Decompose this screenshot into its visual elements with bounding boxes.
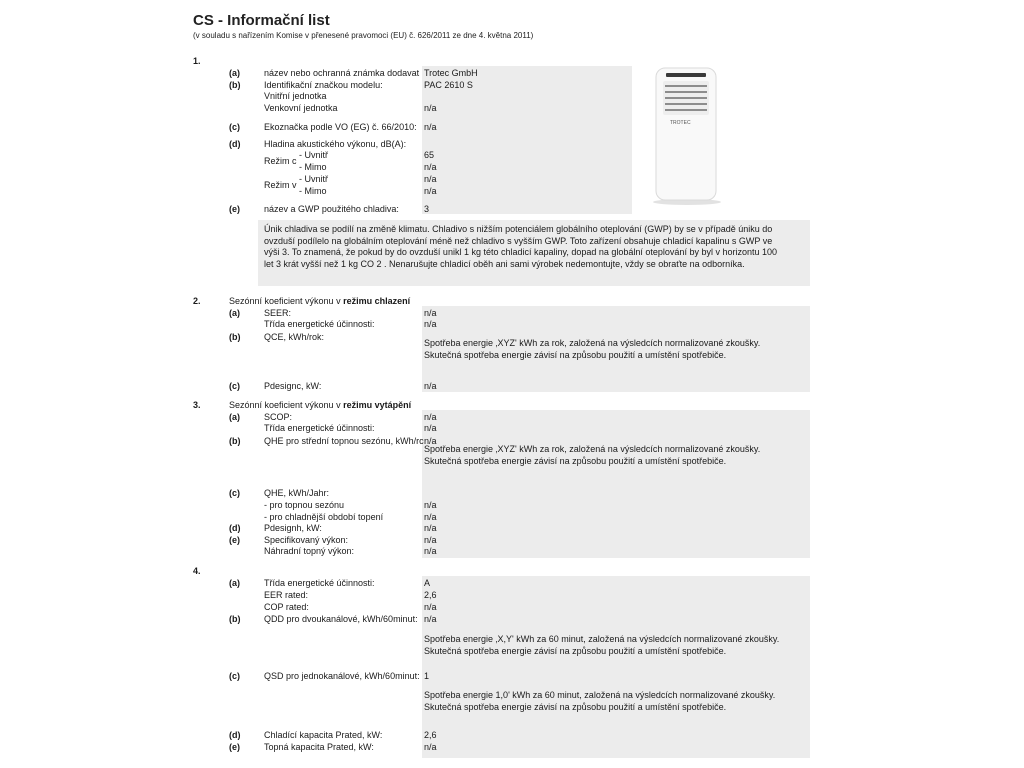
sub-label: - Mimo [299,162,327,172]
sub-label: - Mimo [299,186,327,196]
item-label: název nebo ochranná známka dodavat [264,68,420,78]
item-letter: (e) [229,204,240,214]
item-letter: (b) [229,436,241,446]
item-label: název a GWP použitého chladiva: [264,204,399,214]
item-label: QCE, kWh/rok: [264,332,325,342]
item-value: n/a [424,122,437,132]
item-letter: (a) [229,68,240,78]
item-letter: (b) [229,614,241,624]
item-value: A [424,578,431,588]
sub-label: - Uvnitř [299,150,328,160]
item-letter: (a) [229,308,240,318]
item-value: n/a [424,500,437,510]
item-value: n/a [424,535,437,545]
item-label: Vnitřní jednotka [264,91,327,101]
air-conditioner-icon [644,64,730,206]
item-value: 2,6 [424,730,437,740]
item-letter: (c) [229,488,240,498]
consumption-note: Spotřeba energie 1,0' kWh za 60 minut, založená na výsledcích normalizované zkoušky. Skutečná spotřeba energie závisí na způsobu použití a umístění spotřebiče. [424,690,776,712]
item-label: Venkovní jednotka [264,103,338,113]
item-value: n/a [424,186,437,196]
item-value: 65 [424,150,435,160]
mode-label: Režim v [264,180,297,190]
item-value: n/a [424,512,437,522]
item-value: n/a [424,614,437,624]
item-value: n/a [424,423,437,433]
section-number: 1. [193,56,201,66]
item-label: SCOP: [264,412,293,422]
item-value: n/a [424,174,437,184]
item-label: EER rated: [264,590,309,600]
item-value: n/a [424,381,437,391]
item-letter: (c) [229,671,240,681]
item-value: 3 [424,204,430,214]
item-value: n/a [424,103,437,113]
sub-label: - pro topnou sezónu [264,500,345,510]
item-label: Třída energetické účinnosti: [264,319,375,329]
item-letter: (b) [229,80,241,90]
item-letter: (b) [229,332,241,342]
product-image [644,64,730,206]
item-value: n/a [424,436,437,446]
item-label: SEER: [264,308,292,318]
item-label: QDD pro dvoukanálové, kWh/60minut: [264,614,418,624]
item-letter: (e) [229,742,240,752]
item-value: Trotec GmbH [424,68,478,78]
consumption-note: Spotřeba energie ‚XYZ' kWh za rok, založená na výsledcích normalizované zkoušky. Skutečná spotřeba energie závisí na způsobu použití a umístění spotřebiče. [424,444,761,466]
section-number: 2. [193,296,201,306]
section-heading: Sezónní koeficient výkonu v režimu chlazení [229,296,411,306]
brand-label: TROTEC [670,120,691,126]
item-value: 2,6 [424,590,437,600]
item-label: QSD pro jednokanálové, kWh/60minut: [264,671,420,681]
item-label: Chladící kapacita Prated, kW: [264,730,383,740]
item-label: Ekoznačka podle VO (EG) č. 66/2010: [264,122,417,132]
sub-label: - Uvnitř [299,174,328,184]
item-value: 1 [424,671,430,681]
item-label: Identifikační značkou modelu: [264,80,383,90]
refrigerant-note: Únik chladiva se podílí na změně klimatu. Chladivo s nižším potenciálem globálního oteplování (GWP) by se v případě úniku do ovzduší podílelo na globálním oteplování méně než chladivo s vyšším GWP. Toto zařízení obsahuje chladicí kapalinu s GWP ve výši 3. To znamená, že pokud by do ovzduší unikl 1 kg této chladicí kapaliny, dopad na globální oteplování by byl v horizontu 100 let 3 krát vyšší než 1 kg CO 2 . Nenarušujte chladicí oběh ani sami výrobek nedemontujte, vždy se obraťte na odborníka. [264,224,777,269]
page-title: CS - Informační list [193,12,330,29]
item-letter: (c) [229,122,240,132]
item-letter: (d) [229,139,241,149]
section-heading: Sezónní koeficient výkonu v režimu vytápění [229,400,412,410]
item-label: Hladina akustického výkonu, dB(A): [264,139,407,149]
item-value: n/a [424,162,437,172]
sub-label: - pro chladnější období topení [264,512,384,522]
item-value: PAC 2610 S [424,80,473,90]
mode-label: Režim c [264,156,297,166]
item-value: n/a [424,546,437,556]
item-value: n/a [424,412,437,422]
consumption-note: Spotřeba energie ‚XYZ' kWh za rok, založená na výsledcích normalizované zkoušky. Skutečná spotřeba energie závisí na způsobu použití a umístění spotřebiče. [424,338,761,360]
item-label: Třída energetické účinnosti: [264,423,375,433]
item-letter: (c) [229,381,240,391]
value-box-section4 [422,576,810,758]
item-label: Specifikovaný výkon: [264,535,349,545]
item-label: Pdesignh, kW: [264,523,322,533]
item-letter: (d) [229,730,241,740]
page-subtitle: (v souladu s nařízením Komise v přenesené pravomoci (EU) č. 626/2011 ze dne 4. května 2011) [193,31,534,40]
item-value: n/a [424,319,437,329]
item-value: n/a [424,742,437,752]
item-label: Náhradní topný výkon: [264,546,355,556]
item-letter: (e) [229,535,240,545]
item-label: COP rated: [264,602,309,612]
consumption-note: Spotřeba energie ‚X,Y' kWh za 60 minut, založená na výsledcích normalizované zkoušky. Skutečná spotřeba energie závisí na způsobu použití a umístění spotřebiče. [424,634,780,656]
item-value: n/a [424,602,437,612]
item-value: n/a [424,308,437,318]
item-label: QHE pro střední topnou sezónu, kWh/rc [264,436,424,446]
item-letter: (d) [229,523,241,533]
item-label: Topná kapacita Prated, kW: [264,742,374,752]
item-label: QHE, kWh/Jahr: [264,488,330,498]
value-box-section3 [422,410,810,558]
item-label: Třída energetické účinnosti: [264,578,375,588]
section-number: 4. [193,566,201,576]
item-letter: (a) [229,578,240,588]
item-label: Pdesignc, kW: [264,381,322,391]
item-letter: (a) [229,412,240,422]
item-value: n/a [424,523,437,533]
section-number: 3. [193,400,201,410]
